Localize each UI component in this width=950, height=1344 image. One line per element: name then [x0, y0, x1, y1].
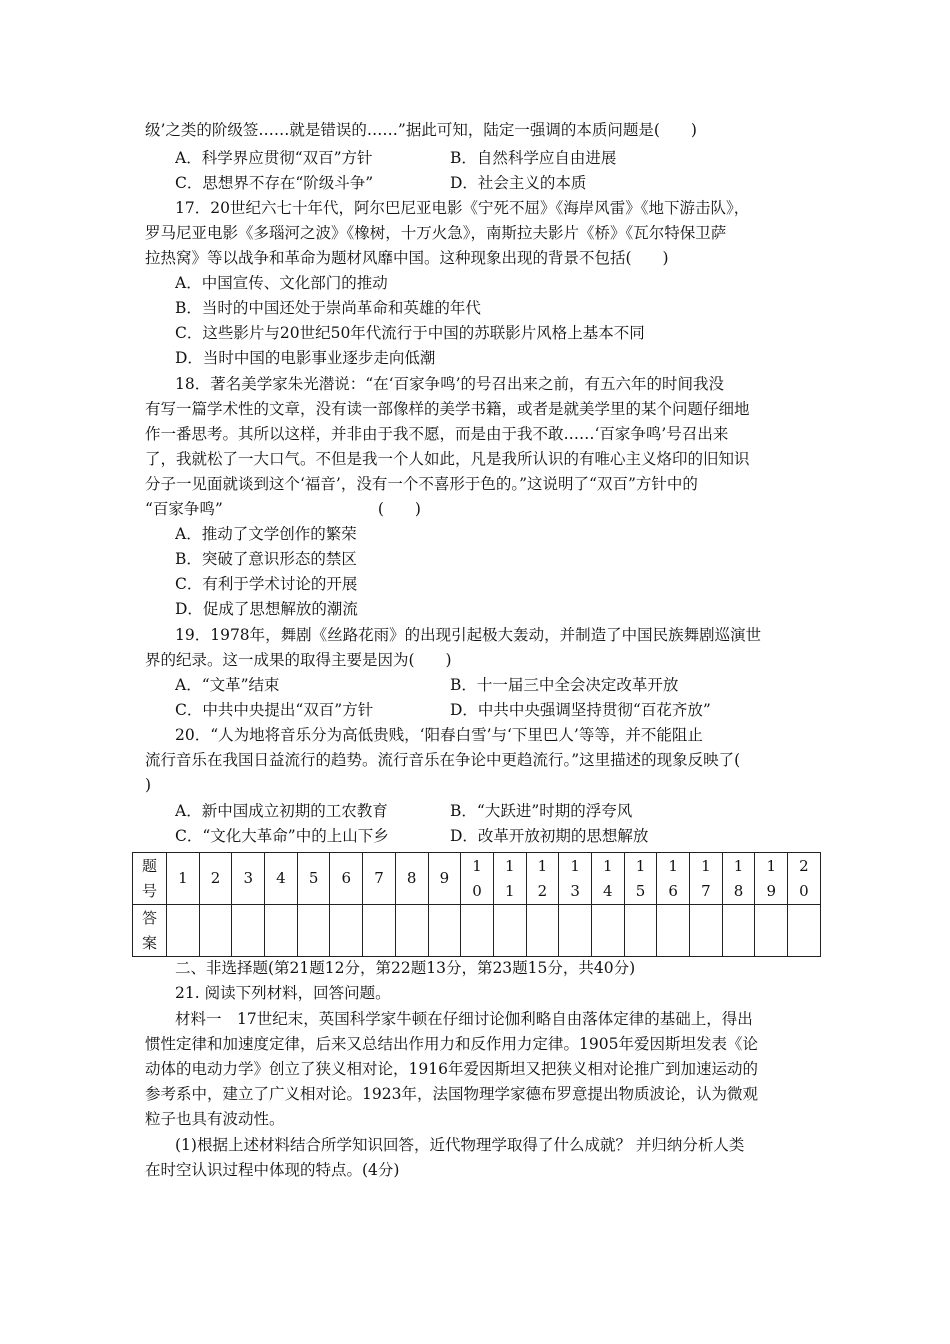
q19-option-c: C．中共中央提出“双百”方针: [175, 701, 374, 719]
section-2-heading: 二、非选择题(第21题12分，第22题13分，第23题15分，共40分): [175, 959, 636, 977]
q16-option-d: D．社会主义的本质: [450, 174, 587, 192]
answer-cell[interactable]: [461, 905, 494, 957]
answer-table: [132, 852, 821, 957]
question-number-cell: [722, 853, 755, 905]
question-number-cell: 2: [199, 853, 232, 905]
digit: 1: [701, 856, 711, 875]
digit: 2: [537, 881, 548, 900]
digit: 1: [668, 856, 678, 875]
q18-stem-line1: 18．著名美学家朱光潜说：“在‘百家争鸣’的号召出来之前，有五六年的时间我没: [175, 375, 725, 393]
question-number-cell: [788, 853, 821, 905]
digit: 1: [766, 856, 776, 875]
q20-stem-line3: ): [145, 776, 152, 794]
q17-option-d: D．当时中国的电影事业逐步走向低潮: [175, 349, 436, 367]
q18-stem-line4: 了，我就松了一大口气。不但是我一个人如此，凡是我所认识的有唯心主义烙印的旧知识: [145, 450, 750, 468]
question-number-cell: 5: [297, 853, 330, 905]
digit: 5: [635, 881, 646, 900]
question-number-cell: 7: [363, 853, 396, 905]
label-char: 案: [141, 933, 157, 952]
q18-option-a: A．推动了文学创作的繁荣: [175, 525, 357, 543]
question-number-cell: 8: [395, 853, 428, 905]
q17-stem-line2: 罗马尼亚电影《多瑙河之波》《橡树，十万火急》，南斯拉夫影片《桥》《瓦尔特保卫萨: [145, 224, 727, 242]
answer-cell[interactable]: [199, 905, 232, 957]
answer-cell[interactable]: [591, 905, 624, 957]
q20-option-b: B．“大跃进”时期的浮夸风: [450, 802, 633, 820]
digit: 1: [504, 856, 515, 875]
answer-cell[interactable]: [265, 905, 298, 957]
q16-option-c: C．思想界不存在“阶级斗争”: [175, 174, 374, 192]
answer-cell[interactable]: [624, 905, 657, 957]
question-number-cell: 9: [428, 853, 461, 905]
digit: 2: [799, 856, 809, 875]
answer-cell[interactable]: [755, 905, 788, 957]
answer-row-label: [133, 905, 167, 957]
question-number-cell: [493, 853, 526, 905]
q20-stem-line2: 流行音乐在我国日益流行的趋势。流行音乐在争论中更趋流行。”这里描述的现象反映了(: [145, 751, 741, 769]
q19-option-b: B．十一届三中全会决定改革开放: [450, 676, 679, 694]
q20-stem-line1: 20．“人为地将音乐分为高低贵贱，‘阳春白雪’与‘下里巴人’等等，并不能阻止: [175, 726, 703, 744]
q18-option-d: D．促成了思想解放的潮流: [175, 600, 358, 618]
answer-table-answer-row: [133, 905, 821, 957]
q17-stem-line3: 拉热窝》等以战争和革命为题材风靡中国。这种现象出现的背景不包括( ): [145, 249, 669, 267]
q20-option-c: C．“文化大革命”中的上山下乡: [175, 827, 389, 845]
answer-cell[interactable]: [722, 905, 755, 957]
q17-option-b: B．当时的中国还处于崇尚革命和英雄的年代: [175, 299, 481, 317]
digit: 1: [472, 856, 482, 875]
question-number-cell: [591, 853, 624, 905]
digit: 0: [472, 881, 482, 900]
digit: 3: [570, 881, 580, 900]
answer-cell[interactable]: [559, 905, 592, 957]
q17-stem-line1: 17．20世纪六七十年代，阿尔巴尼亚电影《宁死不屈》《海岸风雷》《地下游击队》，: [175, 199, 750, 217]
number-row-label: [133, 853, 167, 905]
answer-cell[interactable]: [657, 905, 690, 957]
answer-cell[interactable]: [395, 905, 428, 957]
q21-part1-line1: (1)根据上述材料结合所学知识回答，近代物理学取得了什么成就？ 并归纳分析人类: [175, 1136, 745, 1154]
q17-option-a: A．中国宣传、文化部门的推动: [175, 274, 388, 292]
answer-cell[interactable]: [788, 905, 821, 957]
answer-cell[interactable]: [297, 905, 330, 957]
question-number-cell: [657, 853, 690, 905]
q21-material-line4: 参考系中，建立了广义相对论。1923年，法国物理学家德布罗意提出物质波论，认为微观: [145, 1085, 758, 1103]
answer-cell[interactable]: [526, 905, 559, 957]
digit: 1: [635, 856, 646, 875]
q18-option-b: B．突破了意识形态的禁区: [175, 550, 357, 568]
q16-option-b: B．自然科学应自由进展: [450, 149, 617, 167]
q16-stem-tail: 级’之类的阶级签……就是错误的……”据此可知，陆定一强调的本质问题是( ): [145, 121, 697, 139]
q21-material-line3: 动体的电动力学》创立了狭义相对论，1916年爱因斯坦又把狭义相对论推广到加速运动的: [145, 1060, 758, 1078]
q21-stem: 21. 阅读下列材料，回答问题。: [175, 984, 391, 1002]
digit: 0: [799, 881, 809, 900]
q19-option-a: A．“文革”结束: [175, 676, 280, 694]
question-number-cell: [624, 853, 657, 905]
q20-option-d: D．改革开放初期的思想解放: [450, 827, 649, 845]
q18-stem-line3: 作一番思考。其所以这样，并非由于我不愿，而是由于我不敢……‘百家争鸣’号召出来: [145, 425, 729, 443]
q18-option-c: C．有利于学术讨论的开展: [175, 575, 358, 593]
digit: 7: [701, 881, 711, 900]
q21-material-line5: 粒子也具有波动性。: [145, 1110, 285, 1128]
digit: 6: [668, 881, 678, 900]
digit: 1: [603, 856, 613, 875]
answer-cell[interactable]: [232, 905, 265, 957]
question-number-cell: [526, 853, 559, 905]
question-number-cell: [690, 853, 723, 905]
question-number-cell: [755, 853, 788, 905]
answer-cell[interactable]: [167, 905, 200, 957]
answer-cell[interactable]: [330, 905, 363, 957]
question-number-cell: 6: [330, 853, 363, 905]
q18-stem-line5: 分子一见面就谈到这个‘福音’，没有一个不喜形于色的。”这说明了“双百”方针中的: [145, 475, 698, 493]
answer-cell[interactable]: [363, 905, 396, 957]
label-char: 题: [141, 856, 157, 875]
answer-cell[interactable]: [428, 905, 461, 957]
question-number-cell: 4: [265, 853, 298, 905]
answer-cell[interactable]: [690, 905, 723, 957]
digit: 1: [570, 856, 580, 875]
q21-material-line1: 材料一 17世纪末，英国科学家牛顿在仔细讨论伽利略自由落体定律的基础上，得出: [175, 1010, 753, 1028]
digit: 9: [766, 881, 776, 900]
question-number-cell: [461, 853, 494, 905]
question-number-cell: [559, 853, 592, 905]
digit: 1: [504, 881, 515, 900]
q21-material-line2: 惯性定律和加速度定律，后来又总结出作用力和反作用力定律。1905年爱因斯坦发表《论: [145, 1035, 758, 1053]
q16-option-a: A．科学界应贯彻“双百”方针: [175, 149, 373, 167]
question-number-cell: 1: [167, 853, 200, 905]
q19-option-d: D．中共中央强调坚持贯彻“百花齐放”: [450, 701, 711, 719]
label-char: 答: [141, 908, 157, 927]
q20-option-a: A．新中国成立初期的工农教育: [175, 802, 388, 820]
answer-table-number-row: [133, 853, 821, 905]
q19-stem-line1: 19．1978年，舞剧《丝路花雨》的出现引起极大轰动，并制造了中国民族舞剧巡演世: [175, 626, 762, 644]
q21-part1-line2: 在时空认识过程中体现的特点。(4分): [145, 1161, 400, 1179]
question-number-cell: 3: [232, 853, 265, 905]
digit: 1: [537, 856, 548, 875]
label-char: 号: [141, 881, 157, 900]
answer-cell[interactable]: [493, 905, 526, 957]
digit: 8: [733, 881, 744, 900]
q18-stem-line6: “百家争鸣” ( ): [145, 500, 421, 518]
digit: 4: [603, 881, 613, 900]
q17-option-c: C．这些影片与20世纪50年代流行于中国的苏联影片风格上基本不同: [175, 324, 645, 342]
q18-stem-line2: 有写一篇学术性的文章，没有读一部像样的美学书籍，或者是就美学里的某个问题仔细地: [145, 400, 750, 418]
q19-stem-line2: 界的纪录。这一成果的取得主要是因为( ): [145, 651, 452, 669]
digit: 1: [733, 856, 744, 875]
